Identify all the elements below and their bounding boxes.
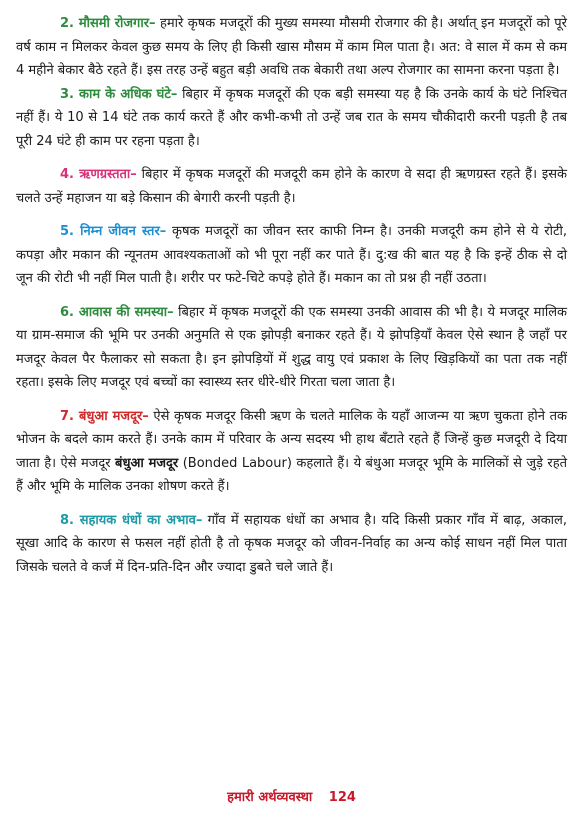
- page-footer: [0, 787, 583, 805]
- page-number: 124: [328, 790, 356, 805]
- section-housing-problem: [16, 301, 567, 395]
- section-heading: 8. सहायक धंधों का अभाव–: [60, 512, 203, 528]
- section-text: गाँव में सहायक धंधों का अभाव है। यदि किसी प्रकार गाँव में बाढ़, अकाल, सूखा आदि के कारण से फसल नहीं होती है तो कृषक मजदूर को जीवन-निर्वाह का अन्य कोई साधन नहीं मिल पाता जिसके चलते वे कर्ज में दिन-प्रति-दिन और ज्यादा डुबते चले जाते हैं।: [16, 512, 567, 575]
- paragraph: [16, 163, 567, 210]
- section-low-living-standard: [16, 220, 567, 291]
- paragraph: [16, 301, 567, 395]
- section-text: बिहार में कृषक मजदूरों की मजदूरी कम होने के कारण वे सदा ही ऋणग्रस्त रहते हैं। इसके चलते उन्हें महाजन या बड़े किसान की बेगारी करनी पड़ती है।: [16, 167, 568, 206]
- section-text: बिहार में कृषक मजदूरों की एक समस्या उनकी आवास की भी है। ये मजदूर मालिक या ग्राम-समाज की भूमि पर उनकी अनुमति से एक झोपड़ी बनाकर रहते हैं। ये झोपड़ियाँ केवल ऐसे स्थान है जहाँ पर मजदूर केवल पैर फैलाकर सो सकता है। इन झोपड़ियों में शुद्ध वायु एवं प्रकाश के लिए खिड़कियों का पता तक नहीं रहता। इसके लिए मजदूर एवं बच्चों का स्वास्थ्य स्तर धीरे-धीरे गिरता चला जाता है।: [16, 304, 567, 390]
- page-content: [16, 12, 567, 579]
- section-heading: 3. काम के अधिक घंटे–: [60, 86, 178, 102]
- paragraph: [16, 405, 567, 499]
- section-seasonal-employment: [16, 12, 567, 83]
- section-heading: 5. निम्न जीवन स्तर–: [60, 224, 167, 239]
- section-heading: 2. मौसमी रोजगार–: [60, 16, 156, 31]
- paragraph: [16, 509, 567, 580]
- section-heading: 6. आवास की समस्या–: [60, 304, 174, 320]
- section-bonded-labour: [16, 405, 567, 499]
- section-heading: 7. बंधुआ मजदूर–: [60, 408, 149, 424]
- bold-term: बंधुआ मजदूर: [115, 455, 179, 471]
- section-text-part-b: (Bonded Labour) कहलाते हैं। ये बंधुआ मजदूर भूमि के मालिकों से जुड़े रहते हैं और भूमि के मालिक उनका शोषण करते हैं।: [16, 455, 568, 494]
- section-indebtedness: [16, 163, 567, 210]
- paragraph: [16, 220, 567, 291]
- section-long-working-hours: [16, 83, 567, 154]
- section-heading: 4. ऋणग्रस्तता–: [60, 167, 137, 182]
- paragraph: [16, 83, 567, 154]
- section-text: बिहार में कृषक मजदूरों की एक बड़ी समस्या यह है कि उनके कार्य के घंटे निश्चित नहीं हैं। ये 10 से 14 घंटे तक कार्य करते हैं और कभी-कभी तो उन्हें जब रात के समय चौकीदारी करनी पड़ती है तब पूरी 24 घंटे ही काम पर रहना पड़ता है।: [16, 86, 567, 149]
- section-text-part-a: ऐसे कृषक मजदूर किसी ऋण के चलते मालिक के यहाँ आजन्म या ऋण चुकता होने तक भोजन के बदले काम करते हैं। उनके काम में परिवार के अन्य सदस्य भी हाथ बँटाते रहते हैं जिन्हें कुछ मजदूरी दे दिया जाता है। ऐसे मजदूर: [16, 408, 567, 471]
- section-text: कृषक मजदूरों का जीवन स्तर काफी निम्न है। उनकी मजदूरी कम होने से ये रोटी, कपड़ा और मकान की न्यूनतम आवश्यकताओं को भी पूरा नहीं कर पाते हैं। दु:ख की बात यह है कि इन्हें ठीक से दो जून की रोटी भी नहीं मिल पाती है। शरीर पर फटे-चिटे कपड़े होते हैं। मकान का तो प्रश्न ही नहीं उठता।: [16, 224, 567, 286]
- section-text: हमारे कृषक मजदूरों की मुख्य समस्या मौसमी रोजगार की है। अर्थात् इन मजदूरों को पूरे वर्ष काम न मिलकर केवल कुछ समय के लिए ही किसी खास मौसम में काम मिल पाता है। अत: वे साल में कम से कम 4 महीने बेकार बैठे रहते हैं। इस तरह उन्हें बहुत बड़ी अवधि तक बेकारी तथा अल्प रोजगार का सामना करना पड़ता है।: [16, 16, 567, 78]
- section-lack-of-subsidiary-occupations: [16, 509, 567, 580]
- paragraph: [16, 12, 567, 83]
- book-title: हमारी अर्थव्यवस्था: [227, 790, 313, 805]
